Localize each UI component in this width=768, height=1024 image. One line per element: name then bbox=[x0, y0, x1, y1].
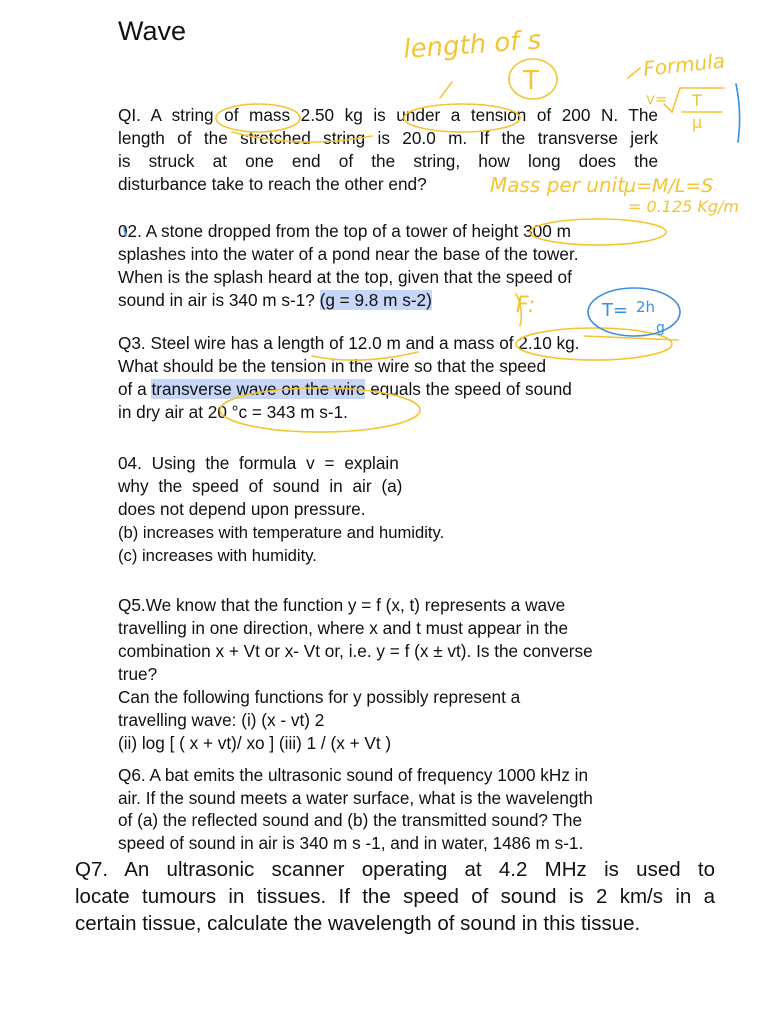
note-result: = 0.125 Kg/m bbox=[628, 197, 740, 216]
q3-line: of a bbox=[118, 379, 147, 399]
q5-line: true? bbox=[118, 664, 158, 684]
note-length-of-s: length of s bbox=[402, 25, 543, 65]
q4-line: does not depend upon pressure. bbox=[118, 499, 366, 519]
question-5 bbox=[118, 594, 658, 755]
q5-line: Q5.We know that the function y = f (x, t) represents a wave bbox=[118, 595, 566, 615]
blue-bracket bbox=[736, 84, 740, 142]
q3-highlight-transverse: transverse wave on the wire bbox=[151, 379, 366, 399]
q7-line: locate tumours in tissues. If the speed of sound is 2 km/s in a bbox=[75, 885, 715, 908]
q5-line: travelling in one direction, where x and t must appear in the bbox=[118, 618, 568, 638]
note-mu: µ bbox=[692, 113, 703, 132]
q3-line: Q3. Steel wire has a length of 12.0 m and a mass of 2.10 kg. bbox=[118, 333, 580, 353]
q6-line: speed of sound in air is 340 m s -1, and in water, 1486 m s-1. bbox=[118, 832, 584, 853]
t-circle bbox=[509, 59, 557, 99]
question-6 bbox=[118, 764, 658, 854]
q5-line: combination x + Vt or x- Vt or, i.e. y = f (x ± vt). Is the converse bbox=[118, 641, 593, 661]
note-mu-eq: µ=M/L=S bbox=[624, 175, 714, 197]
note-t-eq: T= bbox=[602, 300, 629, 321]
note-formula: Formula bbox=[642, 48, 727, 81]
q7-line: certain tissue, calculate the wavelength of sound in this tissue. bbox=[75, 912, 641, 935]
q4-line: (b) increases with temperature and humidity. bbox=[118, 523, 445, 542]
note-fraction: 2h bbox=[636, 298, 656, 316]
q3-line: equals the speed of sound bbox=[370, 379, 572, 399]
question-3 bbox=[118, 332, 658, 424]
q4-line: 04. Using the formula v = explain bbox=[118, 453, 399, 473]
note-v-eq: v= bbox=[646, 90, 668, 108]
note-f-label: F: bbox=[516, 293, 536, 318]
question-4 bbox=[118, 452, 478, 567]
q3-line: in dry air at 20 °c = 343 m s-1. bbox=[118, 402, 348, 422]
q1-line: is struck at one end of the string, how long does the bbox=[118, 151, 658, 171]
q6-line: of (a) the reflected sound and (b) the transmitted sound? The bbox=[118, 810, 583, 830]
q2-line: When is the splash heard at the top, given that the speed of bbox=[118, 267, 572, 287]
q2-line: 02. A stone dropped from the top of a tower of height 300 m bbox=[118, 221, 571, 241]
q2-line: sound in air is 340 m s-1? bbox=[118, 290, 315, 310]
q5-line: travelling wave: (i) (x - vt) 2 bbox=[118, 710, 325, 730]
q4-line: (c) increases with humidity. bbox=[118, 546, 317, 565]
q6-line: air. If the sound meets a water surface, what is the wavelength bbox=[118, 787, 593, 808]
q2-highlight-gravity: (g = 9.8 m s-2) bbox=[319, 290, 432, 310]
note-mass-unit: Mass per unit bbox=[490, 173, 626, 197]
q7-line: Q7. An ultrasonic scanner operating at 4.2 MHz is used to bbox=[75, 858, 715, 881]
note-t-over-mu: T bbox=[692, 91, 702, 110]
question-1 bbox=[118, 104, 658, 196]
note-denominator: g bbox=[656, 320, 665, 336]
question-2 bbox=[118, 220, 658, 312]
q1-line: length of the stretched string is 20.0 m. If the transverse jerk bbox=[118, 128, 658, 148]
note-t-symbol: T bbox=[523, 66, 539, 96]
formula-arrow bbox=[628, 68, 640, 78]
q1-line: QI. A string of mass 2.50 kg is under a tension of 200 N. The bbox=[118, 105, 658, 125]
arrow-stroke bbox=[440, 82, 452, 98]
q5-line: Can the following functions for y possibly represent a bbox=[118, 687, 521, 707]
q1-line: disturbance take to reach the other end? bbox=[118, 174, 427, 194]
q3-line: What should be the tension in the wire so that the speed bbox=[118, 356, 547, 376]
q6-line: Q6. A bat emits the ultrasonic sound of frequency 1000 kHz in bbox=[118, 765, 589, 785]
q4-line: why the speed of sound in air (a) bbox=[118, 476, 403, 496]
q5-line: (ii) log [ ( x + vt)/ xo ] (iii) 1 / (x + Vt ) bbox=[118, 733, 392, 753]
question-7 bbox=[75, 856, 715, 937]
page-title: Wave bbox=[118, 16, 187, 46]
sqrt-sign bbox=[664, 88, 724, 112]
q2-line: splashes into the water of a pond near the base of the tower. bbox=[118, 244, 579, 264]
